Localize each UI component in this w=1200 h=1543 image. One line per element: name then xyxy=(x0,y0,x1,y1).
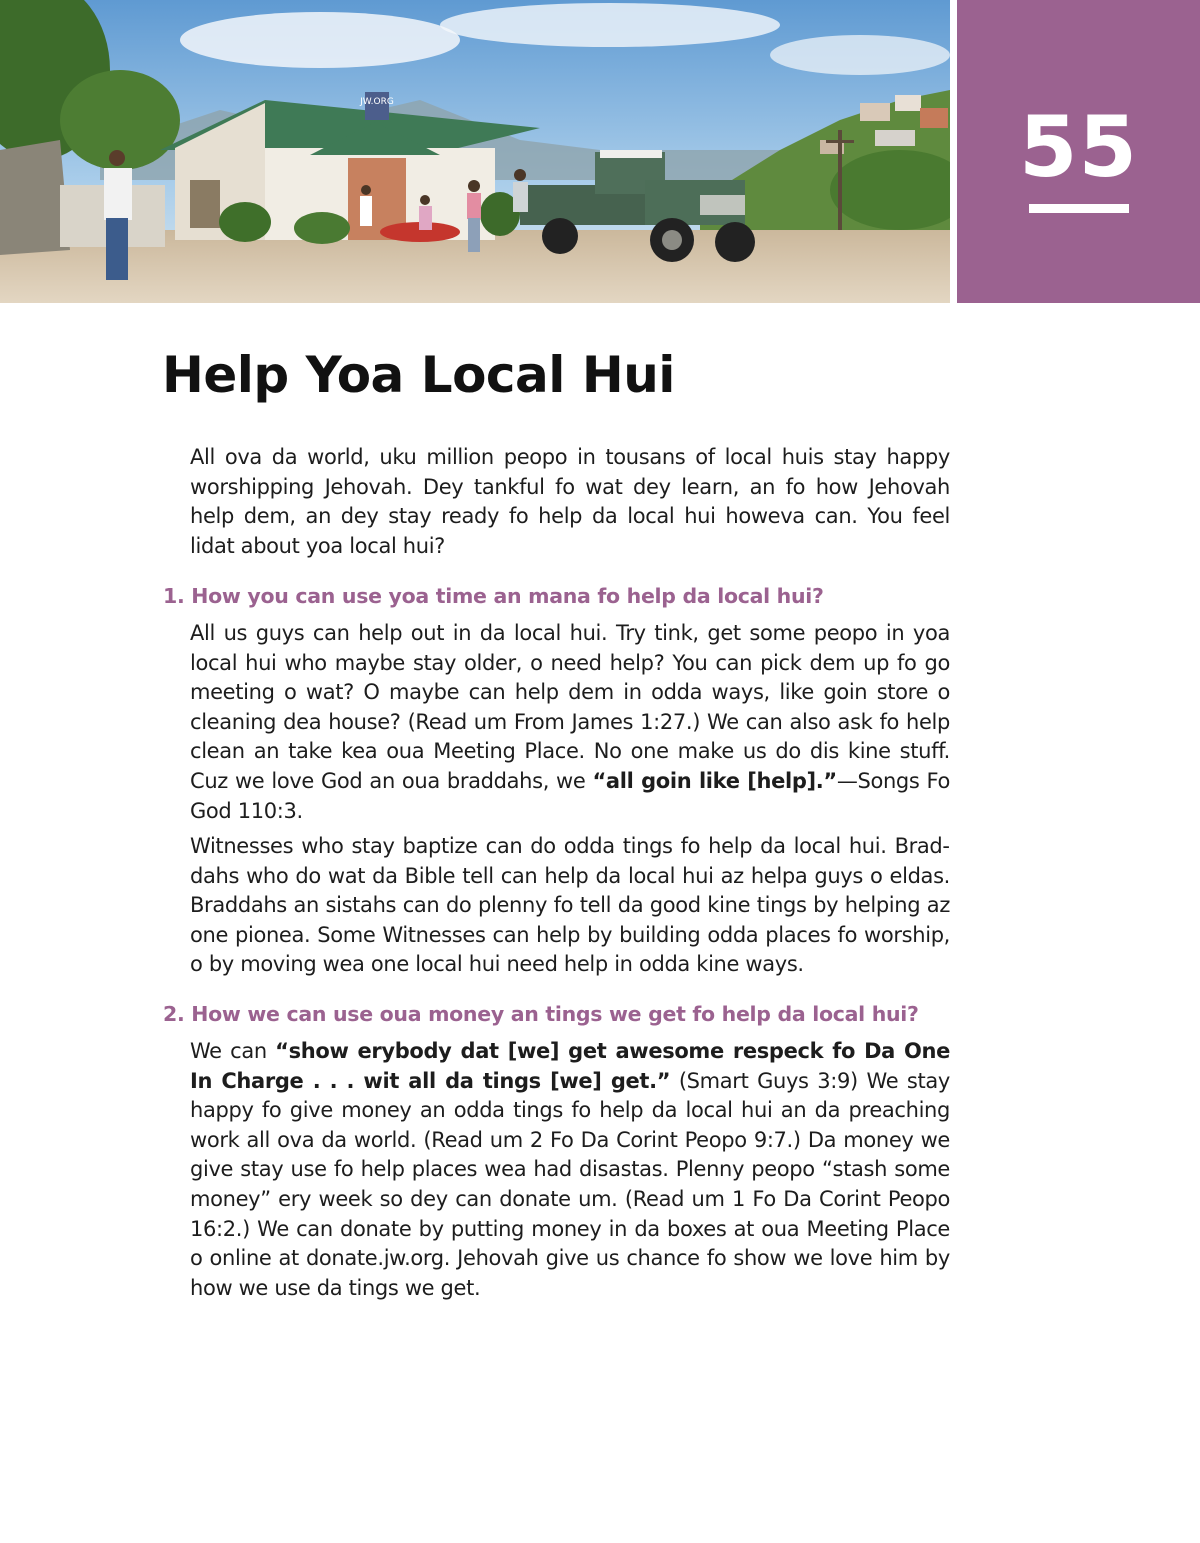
jw-sign-text: JW.ORG xyxy=(360,97,394,107)
section-1-text-before: All us guys can help out in da local hui. Try tink, get some peopo in yoa local hui who maybe stay older, o need help? You can pick dem up fo go meeting o wat? O maybe can help dem in odda ways, like goin store o cleaning dea house? (Read um From James 1:27.) We can also ask fo help clean an take kea oua Meeting Place. No one make us do dis kine stuff. Cuz we love God an oua braddahs, we xyxy=(190,621,950,793)
chapter-number: 55 xyxy=(1019,98,1138,196)
question-2: 2. How we can use oua money an tings we get fo help da local hui? xyxy=(163,1002,919,1026)
section-2-scripture-quote: “show erybody dat [we] get awesome respeck fo Da One In Charge . . . wit all da tings [we] get.” xyxy=(190,1039,950,1093)
intro-paragraph: All ova da world, uku million peopo in tousans of local huis stay happy worshipping Jehovah. Dey tankful fo wat dey learn, an fo how Jehovah help dem, an dey stay ready fo help da local hui howeva can. You feel lidat about yoa local hui? xyxy=(190,445,950,558)
section-2-text-after: (Smart Guys 3:9) We stay happy fo give money an odda tings fo help da local hui an da preaching work all ova da world. (Read um 2 Fo Da Corint Peopo 9:7.) Da money we give stay use fo help places wea had disastas. Plenny peopo “stash some money” ery week so dey can donate um. (Read um 1 Fo Da Corint Peopo 16:2.) We can donate by putting money in da boxes at oua Meeting Place o online at donate.jw.org. Jehovah give us chance fo show we love him by how we use da tings we get. xyxy=(190,1068,950,1300)
section-2-paragraph-1 xyxy=(190,1037,950,1303)
chapter-tab xyxy=(957,0,1200,303)
header-photo xyxy=(0,0,950,303)
kingdom-hall-illustration xyxy=(0,0,950,303)
question-1: 1. How you can use yoa time an mana fo help da local hui? xyxy=(163,584,824,608)
chapter-rule xyxy=(1029,204,1129,213)
section-1-paragraph-2: Witnesses who stay baptize can do odda tings fo help da local hui. Braddahs who do wat da Bible tell can help da local hui az helpa guys o eldas. Braddahs an sistahs can do plenny fo tell da good kine tings by helping az one pionea. Some Witnesses can help by building odda places fo worship, o by moving wea one local hui need help in odda kine ways. xyxy=(190,834,950,977)
page-title: Help Yoa Local Hui xyxy=(162,346,675,404)
section-1-text-after: —Songs Fo God 110:3. xyxy=(190,768,950,823)
section-1-paragraph-1 xyxy=(190,619,950,826)
section-1-scripture-quote: “all goin like [help].” xyxy=(592,768,837,793)
section-2-text-before: We can xyxy=(190,1039,276,1063)
